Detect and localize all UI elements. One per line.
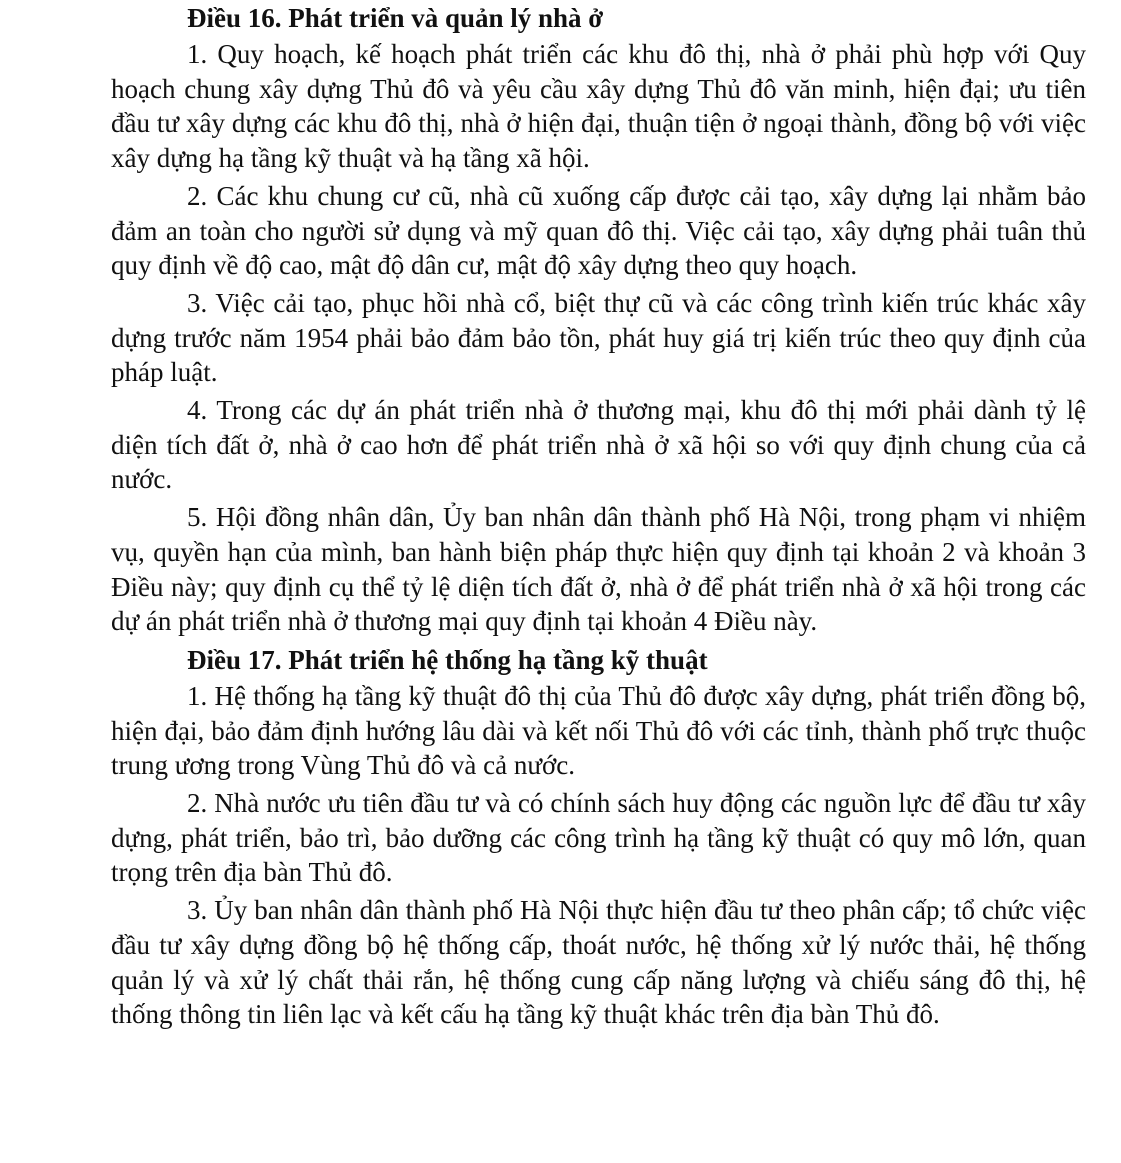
article-16-clause-5: 5. Hội đồng nhân dân, Ủy ban nhân dân thành phố Hà Nội, trong phạm vi nhiệm vụ, quyền hạn của mình, ban hành biện pháp thực hiện quy định tại khoản 2 và khoản 3 Điều này; quy định cụ thể tỷ lệ diện tích đất ở, nhà ở để phát triển nhà ở xã hội trong các dự án phát triển nhà ở thương mại quy định tại khoản 4 Điều này.: [111, 502, 1086, 637]
article-17-clause-1: 1. Hệ thống hạ tầng kỹ thuật đô thị của Thủ đô được xây dựng, phát triển đồng bộ, hiện đại, bảo đảm định hướng lâu dài và kết nối Thủ đô với các tỉnh, thành phố trực thuộc trung ương trong Vùng Thủ đô và cả nước.: [111, 680, 1086, 781]
article-17-clause-3: 3. Ủy ban nhân dân thành phố Hà Nội thực hiện đầu tư theo phân cấp; tổ chức việc đầu tư xây dựng đồng bộ hệ thống cấp, thoát nước, hệ thống xử lý nước thải, hệ thống quản lý và xử lý chất thải rắn, hệ thống cung cấp năng lượng và chiếu sáng đô thị, hệ thống thông tin liên lạc và kết cấu hạ tầng kỹ thuật khác trên địa bàn Thủ đô.: [111, 895, 1086, 1030]
article-16-clause-3: 3. Việc cải tạo, phục hồi nhà cổ, biệt thự cũ và các công trình kiến trúc khác xây dựng trước năm 1954 phải bảo đảm bảo tồn, phát huy giá trị kiến trúc theo quy định của pháp luật.: [111, 287, 1086, 388]
article-16-clause-4: 4. Trong các dự án phát triển nhà ở thương mại, khu đô thị mới phải dành tỷ lệ diện tích đất ở, nhà ở cao hơn để phát triển nhà ở xã hội so với quy định chung của cả nước.: [111, 395, 1086, 495]
article-16-clause-1: 1. Quy hoạch, kế hoạch phát triển các khu đô thị, nhà ở phải phù hợp với Quy hoạch chung xây dựng Thủ đô và yêu cầu xây dựng Thủ đô văn minh, hiện đại; ưu tiên đầu tư xây dựng các khu đô thị, nhà ở hiện đại, thuận tiện ở ngoại thành, đồng bộ với việc xây dựng hạ tầng kỹ thuật và hạ tầng xã hội.: [111, 39, 1086, 174]
article-17-heading: Điều 17. Phát triển hệ thống hạ tầng kỹ thuật: [187, 644, 708, 675]
article-17-clause-2: 2. Nhà nước ưu tiên đầu tư và có chính sách huy động các nguồn lực để đầu tư xây dựng, phát triển, bảo trì, bảo dưỡng các công trình hạ tầng kỹ thuật có quy mô lớn, quan trọng trên địa bàn Thủ đô.: [111, 788, 1086, 888]
article-16: [111, 0, 1086, 639]
article-16-clause-2: 2. Các khu chung cư cũ, nhà cũ xuống cấp được cải tạo, xây dựng lại nhằm bảo đảm an toàn cho người sử dụng và mỹ quan đô thị. Việc cải tạo, xây dựng phải tuân thủ quy định về độ cao, mật độ dân cư, mật độ xây dựng theo quy hoạch.: [111, 180, 1086, 281]
article-17: [111, 642, 1086, 1032]
article-16-heading: Điều 16. Phát triển và quản lý nhà ở: [187, 3, 604, 33]
